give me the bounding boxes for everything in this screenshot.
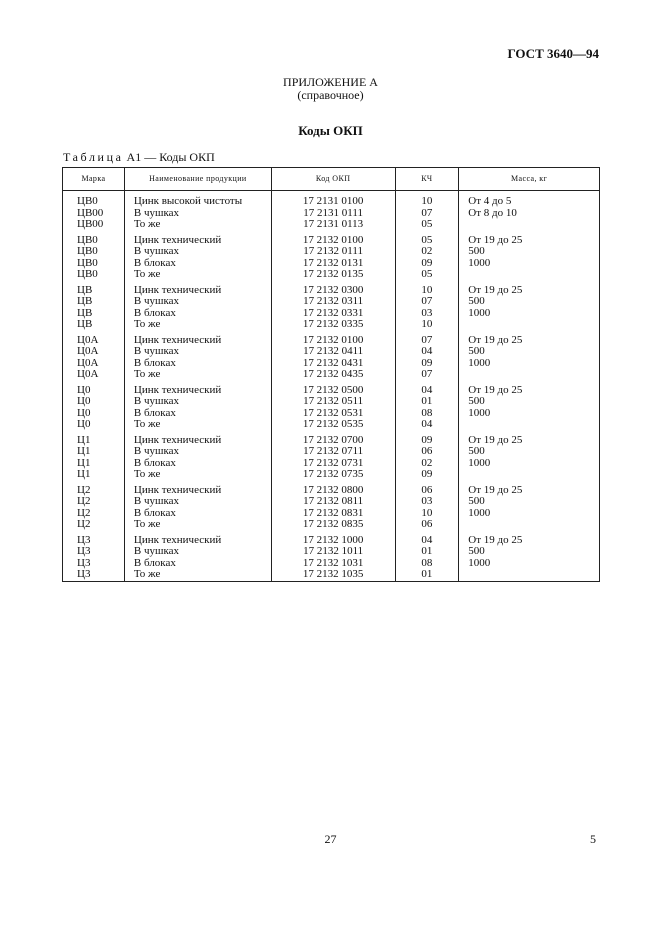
table-row: [63, 246, 600, 258]
okp-code-cell: 17 2132 0731: [271, 458, 395, 470]
mark-cell: Ц0А: [63, 369, 125, 381]
okp-code-cell: 17 2132 1031: [271, 558, 395, 570]
mass-cell: 500: [459, 446, 600, 458]
mass-cell: От 19 до 25: [459, 331, 600, 347]
table-row: [63, 431, 600, 447]
standard-number: ГОСТ 3640—94: [507, 46, 599, 61]
mark-cell: ЦВ0: [63, 269, 125, 281]
okp-code-cell: 17 2132 0511: [271, 396, 395, 408]
mark-cell: Ц3: [63, 569, 125, 581]
table-row: [63, 546, 600, 558]
mass-cell: [459, 219, 600, 231]
table-row: [63, 319, 600, 331]
mark-cell: ЦВ0: [63, 191, 125, 208]
mass-cell: 500: [459, 346, 600, 358]
table-row: [63, 331, 600, 347]
kch-cell: 09: [395, 258, 459, 270]
mark-cell: Ц1: [63, 469, 125, 481]
mark-cell: Ц2: [63, 508, 125, 520]
mark-cell: Ц2: [63, 519, 125, 531]
mass-cell: 500: [459, 396, 600, 408]
table-header-row: [63, 168, 600, 191]
okp-code-cell: 17 2132 1011: [271, 546, 395, 558]
okp-code-cell: 17 2132 1000: [271, 531, 395, 547]
product-name-cell: Цинк технический: [124, 381, 271, 397]
table-row: [63, 419, 600, 431]
kch-cell: 02: [395, 246, 459, 258]
kch-cell: 10: [395, 319, 459, 331]
mark-cell: Ц1: [63, 446, 125, 458]
okp-code-cell: 17 2132 0135: [271, 269, 395, 281]
mark-cell: Ц0А: [63, 346, 125, 358]
kch-cell: 01: [395, 569, 459, 581]
kch-cell: 06: [395, 481, 459, 497]
kch-cell: 05: [395, 219, 459, 231]
kch-cell: 09: [395, 431, 459, 447]
table-row: [63, 396, 600, 408]
kch-cell: 02: [395, 458, 459, 470]
table-body: [63, 191, 600, 582]
kch-cell: 07: [395, 296, 459, 308]
product-name-cell: В блоках: [124, 258, 271, 270]
table-row: [63, 269, 600, 281]
kch-cell: 09: [395, 358, 459, 370]
mark-cell: Ц0: [63, 396, 125, 408]
header-kch: КЧ: [395, 168, 459, 191]
okp-code-cell: 17 2132 0500: [271, 381, 395, 397]
product-name-cell: То же: [124, 219, 271, 231]
table-row: [63, 191, 600, 208]
okp-code-cell: 17 2132 0300: [271, 281, 395, 297]
mark-cell: ЦВ00: [63, 208, 125, 220]
mass-cell: От 19 до 25: [459, 431, 600, 447]
product-name-cell: В блоках: [124, 308, 271, 320]
table-row: [63, 381, 600, 397]
table-caption-label: Таблица: [63, 150, 124, 164]
mass-cell: [459, 569, 600, 581]
kch-cell: 03: [395, 308, 459, 320]
product-name-cell: То же: [124, 569, 271, 581]
kch-cell: 05: [395, 231, 459, 247]
kch-cell: 04: [395, 531, 459, 547]
product-name-cell: В чушках: [124, 296, 271, 308]
kch-cell: 06: [395, 519, 459, 531]
product-name-cell: В блоках: [124, 508, 271, 520]
appendix-subtitle: (справочное): [297, 88, 364, 102]
product-name-cell: То же: [124, 319, 271, 331]
sheet-number: 5: [590, 832, 596, 846]
mark-cell: Ц0А: [63, 331, 125, 347]
kch-cell: 05: [395, 269, 459, 281]
mass-cell: 500: [459, 496, 600, 508]
header-product-name: Наименование продукции: [124, 168, 271, 191]
mass-cell: [459, 269, 600, 281]
mass-cell: 1000: [459, 508, 600, 520]
mark-cell: ЦВ: [63, 281, 125, 297]
product-name-cell: Цинк технический: [124, 431, 271, 447]
okp-code-cell: 17 2132 0111: [271, 246, 395, 258]
kch-cell: 01: [395, 396, 459, 408]
table-row: [63, 281, 600, 297]
kch-cell: 07: [395, 331, 459, 347]
product-name-cell: Цинк технический: [124, 481, 271, 497]
mark-cell: Ц2: [63, 496, 125, 508]
appendix-title: ПРИЛОЖЕНИЕ А: [283, 75, 378, 89]
mass-cell: [459, 319, 600, 331]
mark-cell: Ц3: [63, 558, 125, 570]
okp-code-cell: 17 2132 0131: [271, 258, 395, 270]
mass-cell: От 19 до 25: [459, 231, 600, 247]
mass-cell: [459, 519, 600, 531]
mass-cell: От 8 до 10: [459, 208, 600, 220]
mark-cell: ЦВ0: [63, 246, 125, 258]
mark-cell: ЦВ0: [63, 258, 125, 270]
mass-cell: От 19 до 25: [459, 481, 600, 497]
mass-cell: От 4 до 5: [459, 191, 600, 208]
kch-cell: 08: [395, 408, 459, 420]
product-name-cell: В блоках: [124, 458, 271, 470]
table-row: [63, 496, 600, 508]
kch-cell: 07: [395, 208, 459, 220]
table-row: [63, 346, 600, 358]
product-name-cell: В чушках: [124, 546, 271, 558]
kch-cell: 10: [395, 191, 459, 208]
mass-cell: 1000: [459, 358, 600, 370]
product-name-cell: Цинк технический: [124, 281, 271, 297]
mark-cell: Ц0: [63, 381, 125, 397]
mass-cell: 500: [459, 546, 600, 558]
mass-cell: 1000: [459, 258, 600, 270]
mass-cell: 1000: [459, 308, 600, 320]
mark-cell: Ц0: [63, 419, 125, 431]
okp-code-cell: 17 2132 0531: [271, 408, 395, 420]
table-row: [63, 219, 600, 231]
table-caption-rest: А1 — Коды ОКП: [126, 150, 215, 164]
product-name-cell: Цинк технический: [124, 231, 271, 247]
product-name-cell: То же: [124, 469, 271, 481]
mark-cell: ЦВ: [63, 296, 125, 308]
mark-cell: ЦВ: [63, 319, 125, 331]
mass-cell: [459, 419, 600, 431]
okp-code-cell: 17 2132 0431: [271, 358, 395, 370]
mass-cell: От 19 до 25: [459, 531, 600, 547]
okp-codes-table: [62, 167, 600, 582]
product-name-cell: То же: [124, 369, 271, 381]
mark-cell: Ц0А: [63, 358, 125, 370]
okp-code-cell: 17 2132 0735: [271, 469, 395, 481]
kch-cell: 10: [395, 508, 459, 520]
product-name-cell: В чушках: [124, 496, 271, 508]
okp-code-cell: 17 2132 0800: [271, 481, 395, 497]
product-name-cell: То же: [124, 519, 271, 531]
product-name-cell: Цинк технический: [124, 331, 271, 347]
kch-cell: 03: [395, 496, 459, 508]
okp-code-cell: 17 2132 0435: [271, 369, 395, 381]
section-title: Коды ОКП: [298, 123, 363, 138]
kch-cell: 08: [395, 558, 459, 570]
okp-code-cell: 17 2132 0835: [271, 519, 395, 531]
okp-code-cell: 17 2131 0113: [271, 219, 395, 231]
kch-cell: 04: [395, 419, 459, 431]
header-mass: Масса, кг: [459, 168, 600, 191]
mark-cell: ЦВ0: [63, 231, 125, 247]
product-name-cell: В чушках: [124, 446, 271, 458]
product-name-cell: В блоках: [124, 408, 271, 420]
okp-code-cell: 17 2132 0100: [271, 231, 395, 247]
okp-code-cell: 17 2131 0111: [271, 208, 395, 220]
page-number: 27: [324, 832, 337, 846]
okp-code-cell: 17 2132 0335: [271, 319, 395, 331]
product-name-cell: То же: [124, 419, 271, 431]
kch-cell: 09: [395, 469, 459, 481]
table-row: [63, 231, 600, 247]
mass-cell: 1000: [459, 558, 600, 570]
mark-cell: Ц1: [63, 431, 125, 447]
mark-cell: ЦВ: [63, 308, 125, 320]
mark-cell: Ц1: [63, 458, 125, 470]
okp-code-cell: 17 2132 0700: [271, 431, 395, 447]
mark-cell: Ц3: [63, 531, 125, 547]
table-row: [63, 469, 600, 481]
mass-cell: От 19 до 25: [459, 281, 600, 297]
okp-code-cell: 17 2132 0811: [271, 496, 395, 508]
product-name-cell: В чушках: [124, 246, 271, 258]
mass-cell: [459, 369, 600, 381]
header-okp-code: Код ОКП: [271, 168, 395, 191]
mass-cell: От 19 до 25: [459, 381, 600, 397]
mass-cell: 1000: [459, 458, 600, 470]
okp-code-cell: 17 2132 1035: [271, 569, 395, 581]
okp-code-cell: 17 2132 0411: [271, 346, 395, 358]
product-name-cell: Цинк технический: [124, 531, 271, 547]
table-row: [63, 569, 600, 581]
mass-cell: [459, 469, 600, 481]
kch-cell: 04: [395, 346, 459, 358]
okp-code-cell: 17 2132 0311: [271, 296, 395, 308]
kch-cell: 07: [395, 369, 459, 381]
product-name-cell: Цинк высокой чистоты: [124, 191, 271, 208]
table-row: [63, 296, 600, 308]
table-row: [63, 531, 600, 547]
table-row: [63, 481, 600, 497]
mark-cell: Ц2: [63, 481, 125, 497]
mark-cell: Ц3: [63, 546, 125, 558]
table-row: [63, 519, 600, 531]
okp-code-cell: 17 2131 0100: [271, 191, 395, 208]
mass-cell: 500: [459, 246, 600, 258]
mass-cell: 1000: [459, 408, 600, 420]
table-row: [63, 369, 600, 381]
kch-cell: 01: [395, 546, 459, 558]
kch-cell: 06: [395, 446, 459, 458]
product-name-cell: То же: [124, 269, 271, 281]
kch-cell: 10: [395, 281, 459, 297]
mass-cell: 500: [459, 296, 600, 308]
okp-code-cell: 17 2132 0711: [271, 446, 395, 458]
kch-cell: 04: [395, 381, 459, 397]
okp-code-cell: 17 2132 0331: [271, 308, 395, 320]
appendix-heading: [0, 76, 661, 102]
product-name-cell: В чушках: [124, 396, 271, 408]
table-row: [63, 446, 600, 458]
product-name-cell: В блоках: [124, 358, 271, 370]
okp-code-cell: 17 2132 0535: [271, 419, 395, 431]
mark-cell: Ц0: [63, 408, 125, 420]
product-name-cell: В чушках: [124, 346, 271, 358]
header-mark: Марка: [63, 168, 125, 191]
okp-code-cell: 17 2132 0100: [271, 331, 395, 347]
table-caption: [63, 150, 215, 165]
product-name-cell: В чушках: [124, 208, 271, 220]
okp-code-cell: 17 2132 0831: [271, 508, 395, 520]
mark-cell: ЦВ00: [63, 219, 125, 231]
product-name-cell: В блоках: [124, 558, 271, 570]
